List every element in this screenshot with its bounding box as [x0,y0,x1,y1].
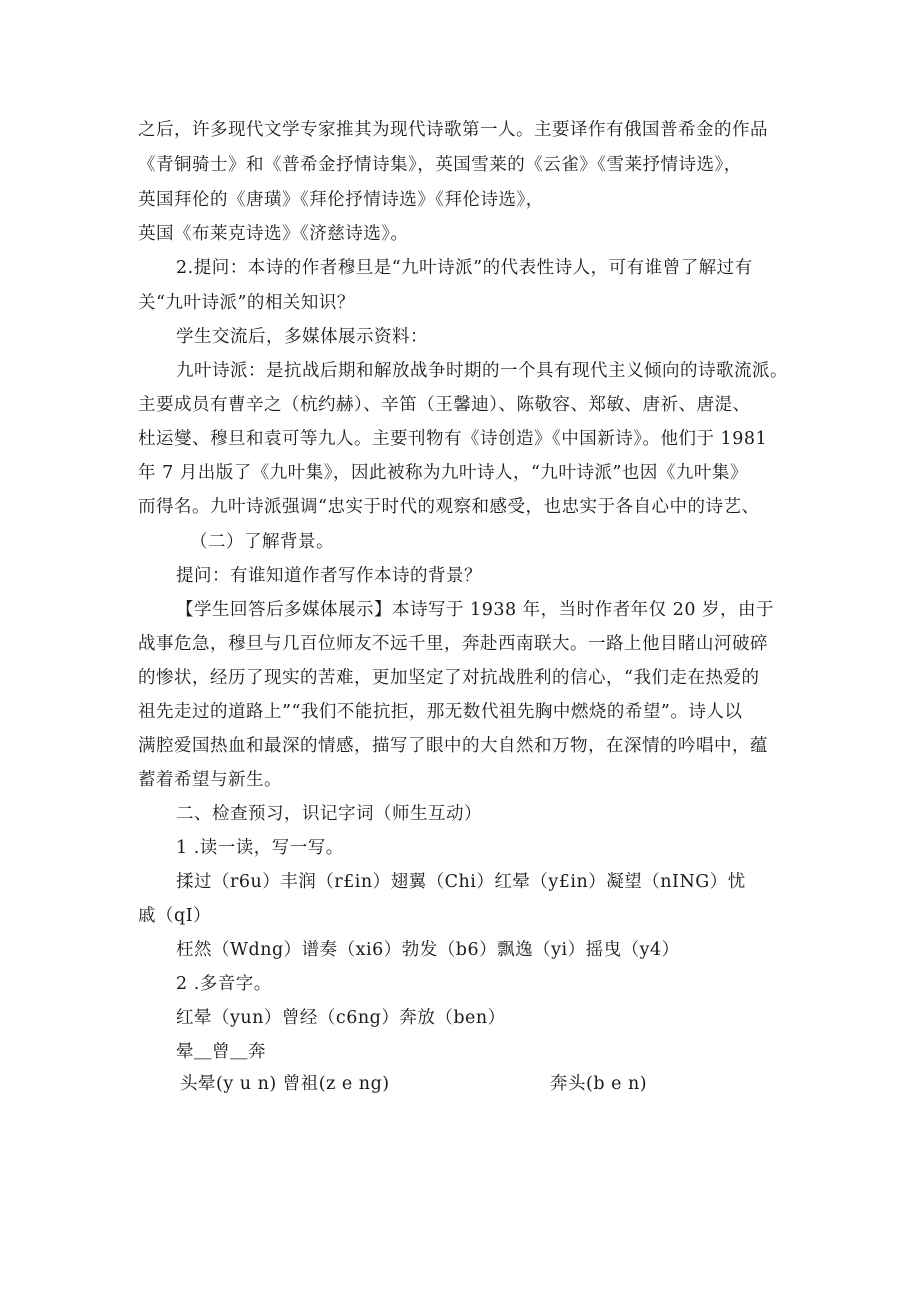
text-line: 头晕(y u n) 曾祖(z e ng) [180,1074,390,1094]
text-line: 晕＿曾＿奔 [176,1042,266,1062]
text-line: 的惨状，经历了现实的苦难，更加坚定了对抗战胜利的信心，“我们走在热爱的 [138,668,760,688]
text-line: （二）了解背景。 [190,532,334,552]
text-line: 揉过（r6u）丰润（r£in）翅翼（Chi）红晕（y£in）凝望（nING）忧 [176,872,746,892]
text-line: 战事危急，穆旦与几百位师友不远千里，奔赴西南联大。一路上他目睹山河破碎 [138,634,768,654]
text-line: 1 .读一读，写一写。 [176,838,344,858]
text-line: 英国《布莱克诗选》《济慈诗选》。 [138,224,409,244]
text-line: 之后，许多现代文学专家推其为现代诗歌第一人。主要译作有俄国普希金的作品 [138,120,768,140]
text-line: 2 .多音字。 [176,974,272,994]
text-line: 年 7 月出版了《九叶集》，因此被称为九叶诗人，“九叶诗派”也因《九叶集》 [138,463,748,483]
text-line: 英国拜伦的《唐璜》《拜伦抒情诗选》《拜伦诗选》， [138,190,544,210]
text-line: 而得名。九叶诗派强调“忠实于时代的观察和感受，也忠实于各自心中的诗艺、 [138,497,760,517]
text-line: 满腔爱国热血和最深的情感，描写了眼中的大自然和万物，在深情的吟唱中，蕴 [138,736,768,756]
text-line: 【学生回答后多媒体展示】本诗写于 1938 年，当时作者年仅 20 岁，由于 [176,600,775,620]
text-line: 《青铜骑士》和《普希金抒情诗集》，英国雪莱的《云雀》《雪莱抒情诗选》， [138,155,742,175]
text-line: 红晕（yun）曾经（c6ng）奔放（ben） [176,1008,506,1028]
text-line: 2.提问：本诗的作者穆旦是“九叶诗派”的代表性诗人，可有谁曾了解过有 [176,258,753,278]
text-line: 枉然（Wdng）谱奏（xi6）勃发（b6）飘逸（yi）摇曳（y4） [176,940,680,960]
text-line: 九叶诗派：是抗战后期和解放战争时期的一个具有现代主义倾向的诗歌流派。 [176,361,788,381]
text-line: 祖先走过的道路上”“我们不能抗拒，那无数代祖先胸中燃烧的希望”。诗人以 [138,702,743,722]
text-line: 二、检查预习，识记字词（师生互动） [176,804,482,824]
text-line: 奔头(b e n) [550,1074,648,1094]
text-line: 关“九叶诗派”的相关知识？ [138,293,355,313]
text-line: 提问：有谁知道作者写作本诗的背景？ [176,566,482,586]
text-line: 学生交流后，多媒体展示资料： [176,327,428,347]
text-line: 杜运燮、穆旦和袁可等九人。主要刊物有《诗创造》《中国新诗》。他们于 1981 [138,429,768,449]
text-line: 蓄着希望与新生。 [138,770,282,790]
text-line: 主要成员有曹辛之（杭约赫）、辛笛（王馨迪）、陈敬容、郑敏、唐祈、唐湜、 [138,395,751,415]
text-line: 戚（qI） [138,906,212,926]
